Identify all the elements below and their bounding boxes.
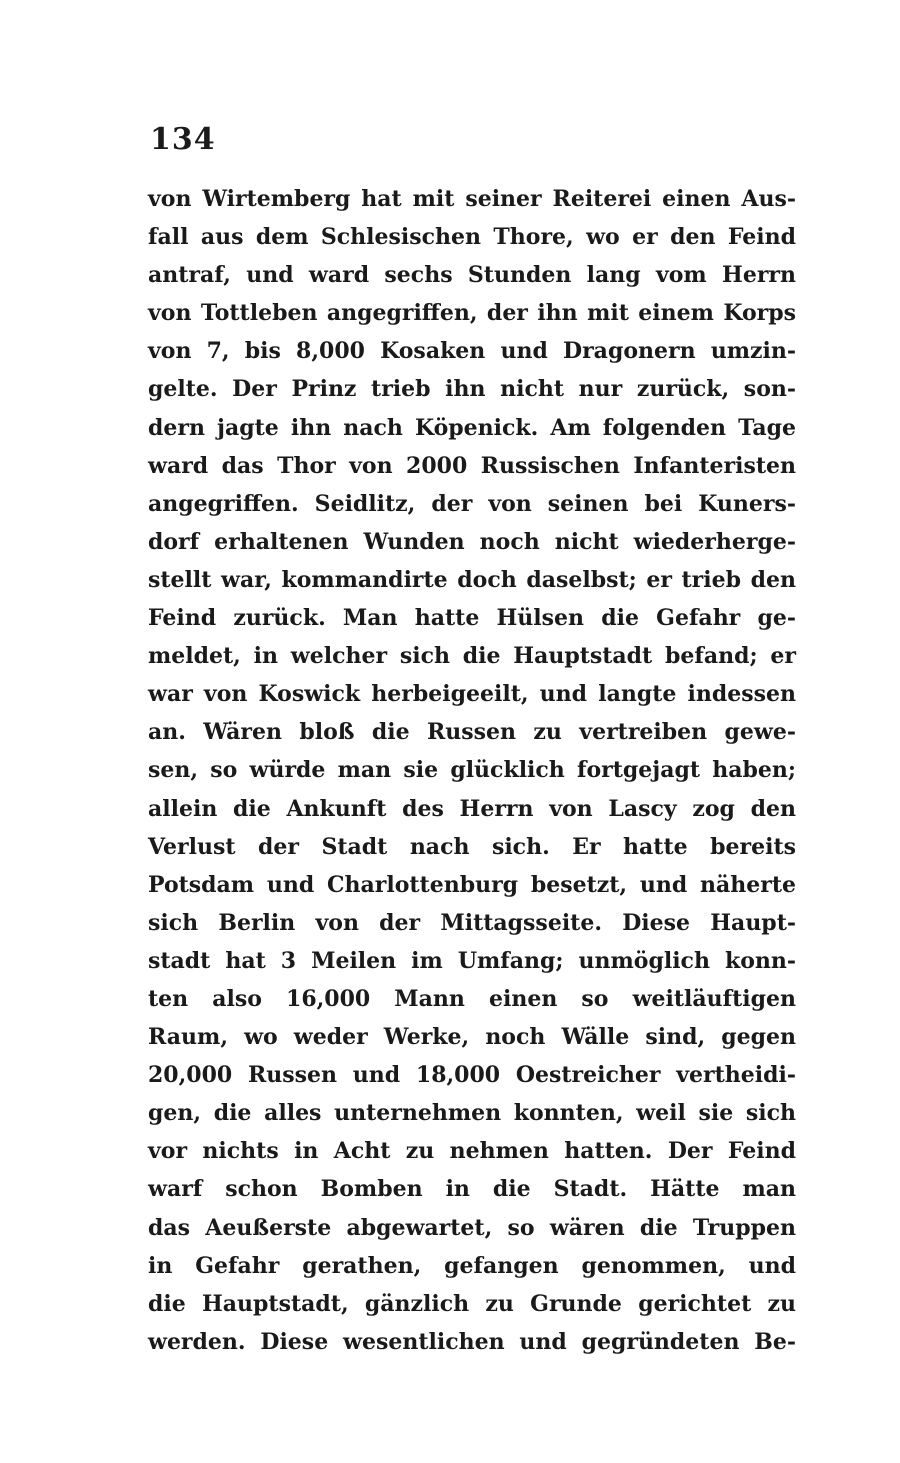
text-line: Feind zurück. Man hatte Hülsen die Gefahr ge- xyxy=(148,605,796,632)
text-line: sen, so würde man sie glücklich fortgejagt haben; xyxy=(148,757,796,784)
text-line: Raum, wo weder Werke, noch Wälle sind, gegen xyxy=(148,1024,796,1051)
text-line: von 7, bis 8,000 Kosaken und Dragonern umzin- xyxy=(148,338,796,365)
text-line: meldet, in welcher sich die Hauptstadt befand; er xyxy=(148,643,796,670)
text-line: antraf, und ward sechs Stunden lang vom Herrn xyxy=(148,262,796,289)
text-line: sich Berlin von der Mittagsseite. Diese Haupt- xyxy=(148,909,796,936)
text-line: warf schon Bomben in die Stadt. Hätte man xyxy=(148,1176,796,1203)
text-line: dorf erhaltenen Wunden noch nicht wiederherge- xyxy=(148,528,796,555)
text-line: stellt war, kommandirte doch daselbst; er trieb den xyxy=(148,566,796,593)
body-text xyxy=(148,180,796,1361)
text-line: das Aeußerste abgewartet, so wären die Truppen xyxy=(148,1214,796,1241)
text-line: werden. Diese wesentlichen und gegründeten Be- xyxy=(148,1328,796,1355)
text-line: von Wirtemberg hat mit seiner Reiterei einen Aus- xyxy=(148,186,796,212)
text-line: in Gefahr gerathen, gefangen genommen, und xyxy=(148,1252,796,1279)
text-line: vor nichts in Acht zu nehmen hatten. Der Feind xyxy=(148,1138,796,1165)
text-line: fall aus dem Schlesischen Thore, wo er den Feind xyxy=(148,224,796,251)
text-line: Potsdam und Charlottenburg besetzt, und näherte xyxy=(148,871,796,898)
text-line: allein die Ankunft des Herrn von Lascy zog den xyxy=(148,795,796,822)
text-line: war von Koswick herbeigeeilt, und langte indessen xyxy=(148,681,796,708)
text-line: stadt hat 3 Meilen im Umfang; unmöglich konn- xyxy=(148,947,796,974)
text-line: von Tottleben angegriffen, der ihn mit einem Korps xyxy=(148,300,796,327)
text-line: Verlust der Stadt nach sich. Er hatte bereits xyxy=(148,833,796,860)
text-line: die Hauptstadt, gänzlich zu Grunde gerichtet zu xyxy=(148,1290,796,1317)
text-line: gen, die alles unternehmen konnten, weil sie sich xyxy=(148,1100,796,1127)
text-line: 20,000 Russen und 18,000 Oestreicher vertheidi- xyxy=(148,1062,796,1089)
text-line: angegriffen. Seidlitz, der von seinen bei Kuners- xyxy=(148,490,796,517)
text-line: ward das Thor von 2000 Russischen Infanteristen xyxy=(148,452,796,479)
page-number: 134 xyxy=(150,122,216,157)
text-line: an. Wären bloß die Russen zu vertreiben gewe- xyxy=(148,719,796,746)
text-line: dern jagte ihn nach Köpenick. Am folgenden Tage xyxy=(148,414,796,441)
text-line: ten also 16,000 Mann einen so weitläuftigen xyxy=(148,985,796,1012)
text-line: gelte. Der Prinz trieb ihn nicht nur zurück, son- xyxy=(148,376,796,403)
